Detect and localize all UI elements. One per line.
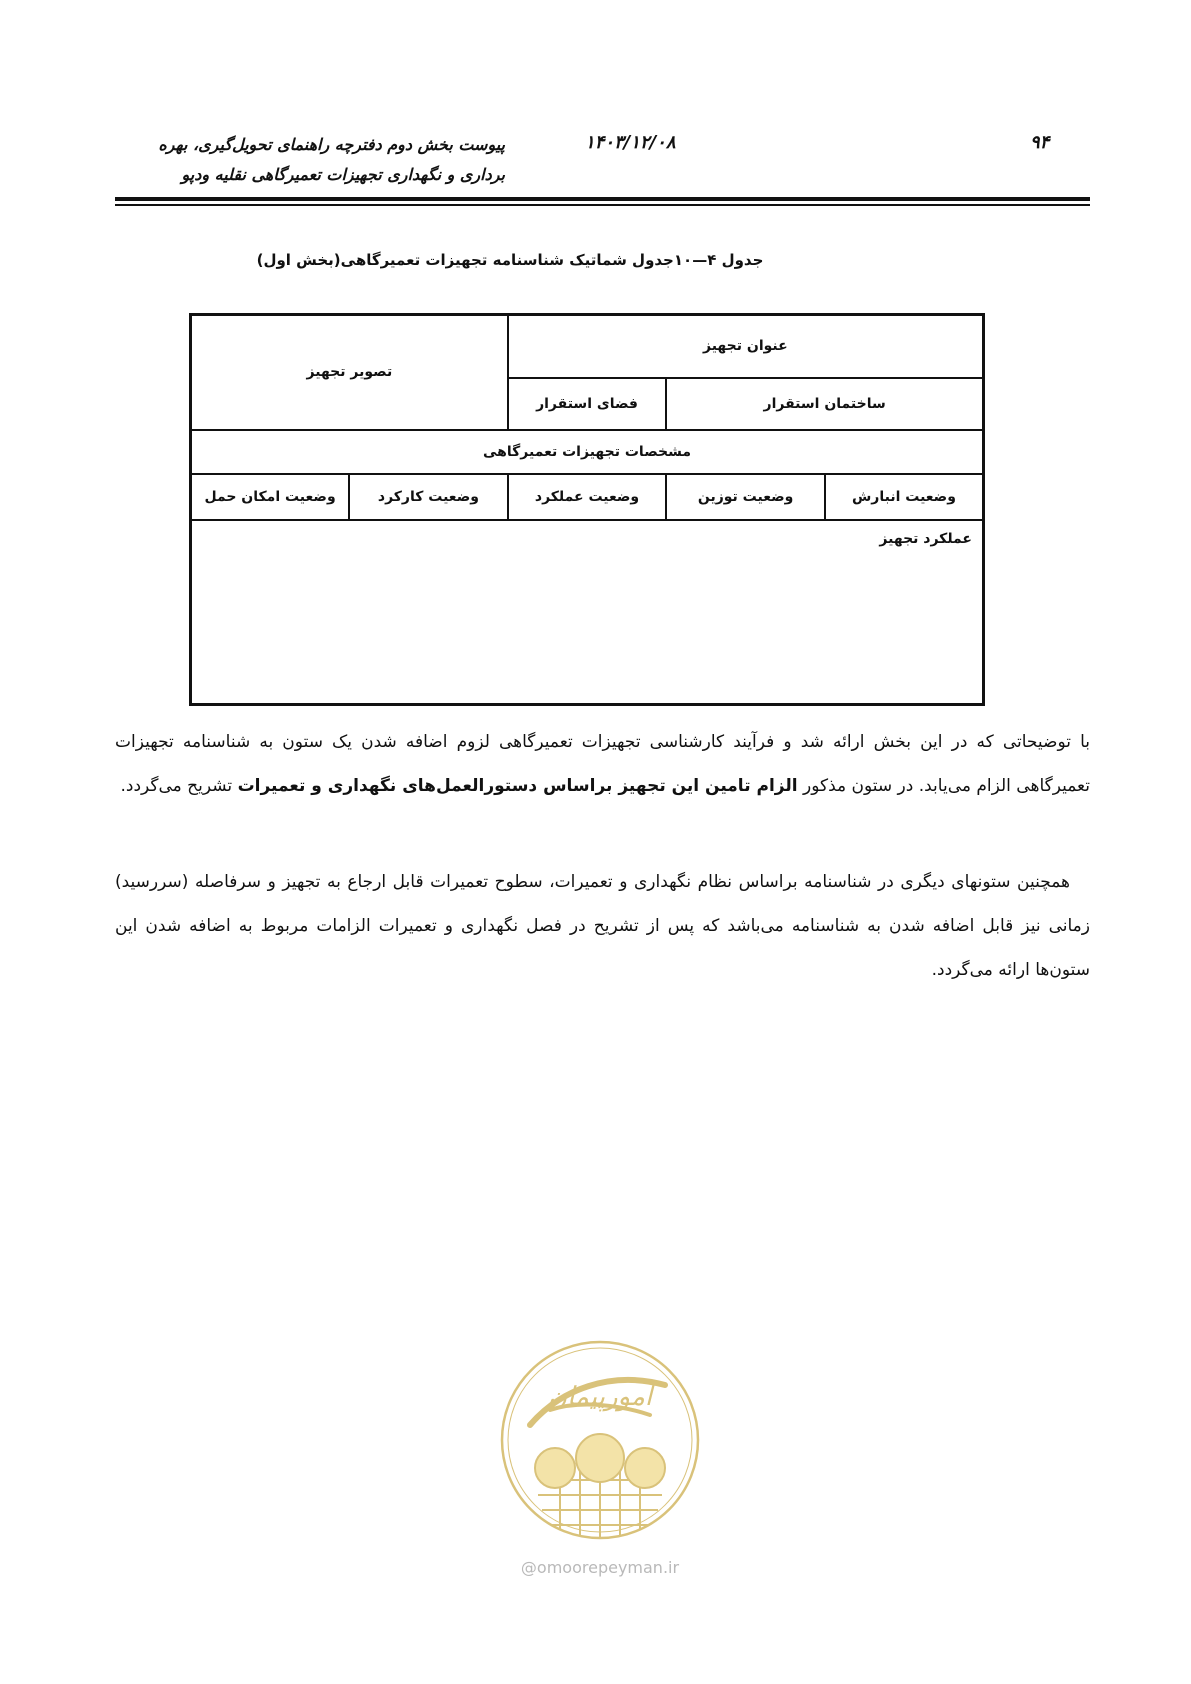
status-storage-cell: وضعیت انبارش <box>825 474 984 520</box>
paragraph-1-text-a: با توضیحاتی که در این بخش ارائه شد و فرآیند کارشناسی تجهیزات تعمیرگاهی لزوم اضافه شدن یک ستون به شناسنامه تجهیزات تعمیرگاهی الزام می‌یابد. در ستون مذکور <box>115 732 1090 796</box>
watermark-logo <box>490 1330 710 1570</box>
equipment-function-cell <box>191 520 984 705</box>
document-date: ۱۴۰۳/۱۲/۰۸ <box>585 132 676 153</box>
page-header <box>115 128 1090 198</box>
equipment-title-cell: عنوان تجهیز <box>508 315 984 378</box>
document-title-line1: پیوست بخش دوم دفترچه راهنمای تحویل‌گیری، بهره <box>158 135 505 154</box>
header-rule-thick <box>115 197 1090 201</box>
header-rule-thin <box>115 204 1090 206</box>
paragraph-1-text-b: تشریح می‌گردد. <box>120 776 238 796</box>
space-cell: فضای استقرار <box>508 378 667 430</box>
equipment-id-table <box>189 313 985 706</box>
paragraph-1 <box>115 720 1090 808</box>
status-weighing-cell: وضعیت توزین <box>666 474 825 520</box>
paragraph-2: همچنین ستونهای دیگری در شناسنامه براساس نظام نگهداری و تعمیرات، سطوح تعمیرات قابل ارجاع به تجهیز و سرفاصله (سررسید) زمانی نیز قابل اضافه شدن به شناسنامه می‌باشد که پس از تشریح در فصل نگهداری و تعمیرات الزامات مربوط به اضافه شدن این ستون‌ها ارائه می‌گردد. <box>115 872 1090 980</box>
status-performance-cell: وضعیت عملکرد <box>508 474 667 520</box>
watermark-url: @omoorepeyman.ir <box>520 1558 680 1577</box>
equipment-function-label: عملکرد تجهیز <box>879 530 972 547</box>
status-transport-cell: وضعیت امکان حمل <box>191 474 350 520</box>
paragraph-1-bold: الزام تامین این تجهیز براساس دستورالعمل‌های نگهداری و تعمیرات <box>237 776 798 796</box>
table-caption: جدول ۴—۱۰جدول شماتیک شناسنامه تجهیزات تعمیرگاهی(بخش اول) <box>256 251 764 269</box>
status-operation-cell: وضعیت کارکرد <box>349 474 508 520</box>
watermark-logo-text: امورپیمان <box>547 1382 653 1412</box>
building-cell: ساختمان استقرار <box>666 378 983 430</box>
specs-header-cell: مشخصات تجهیزات تعمیرگاهی <box>191 430 984 474</box>
equipment-image-cell: تصویر تجهیز <box>191 315 508 430</box>
document-title-line2: برداری و نگهداری تجهیزات تعمیرگاهی نقلیه ودپو <box>181 165 505 184</box>
document-title <box>115 130 505 190</box>
page-number: ۹۴ <box>1030 132 1050 153</box>
